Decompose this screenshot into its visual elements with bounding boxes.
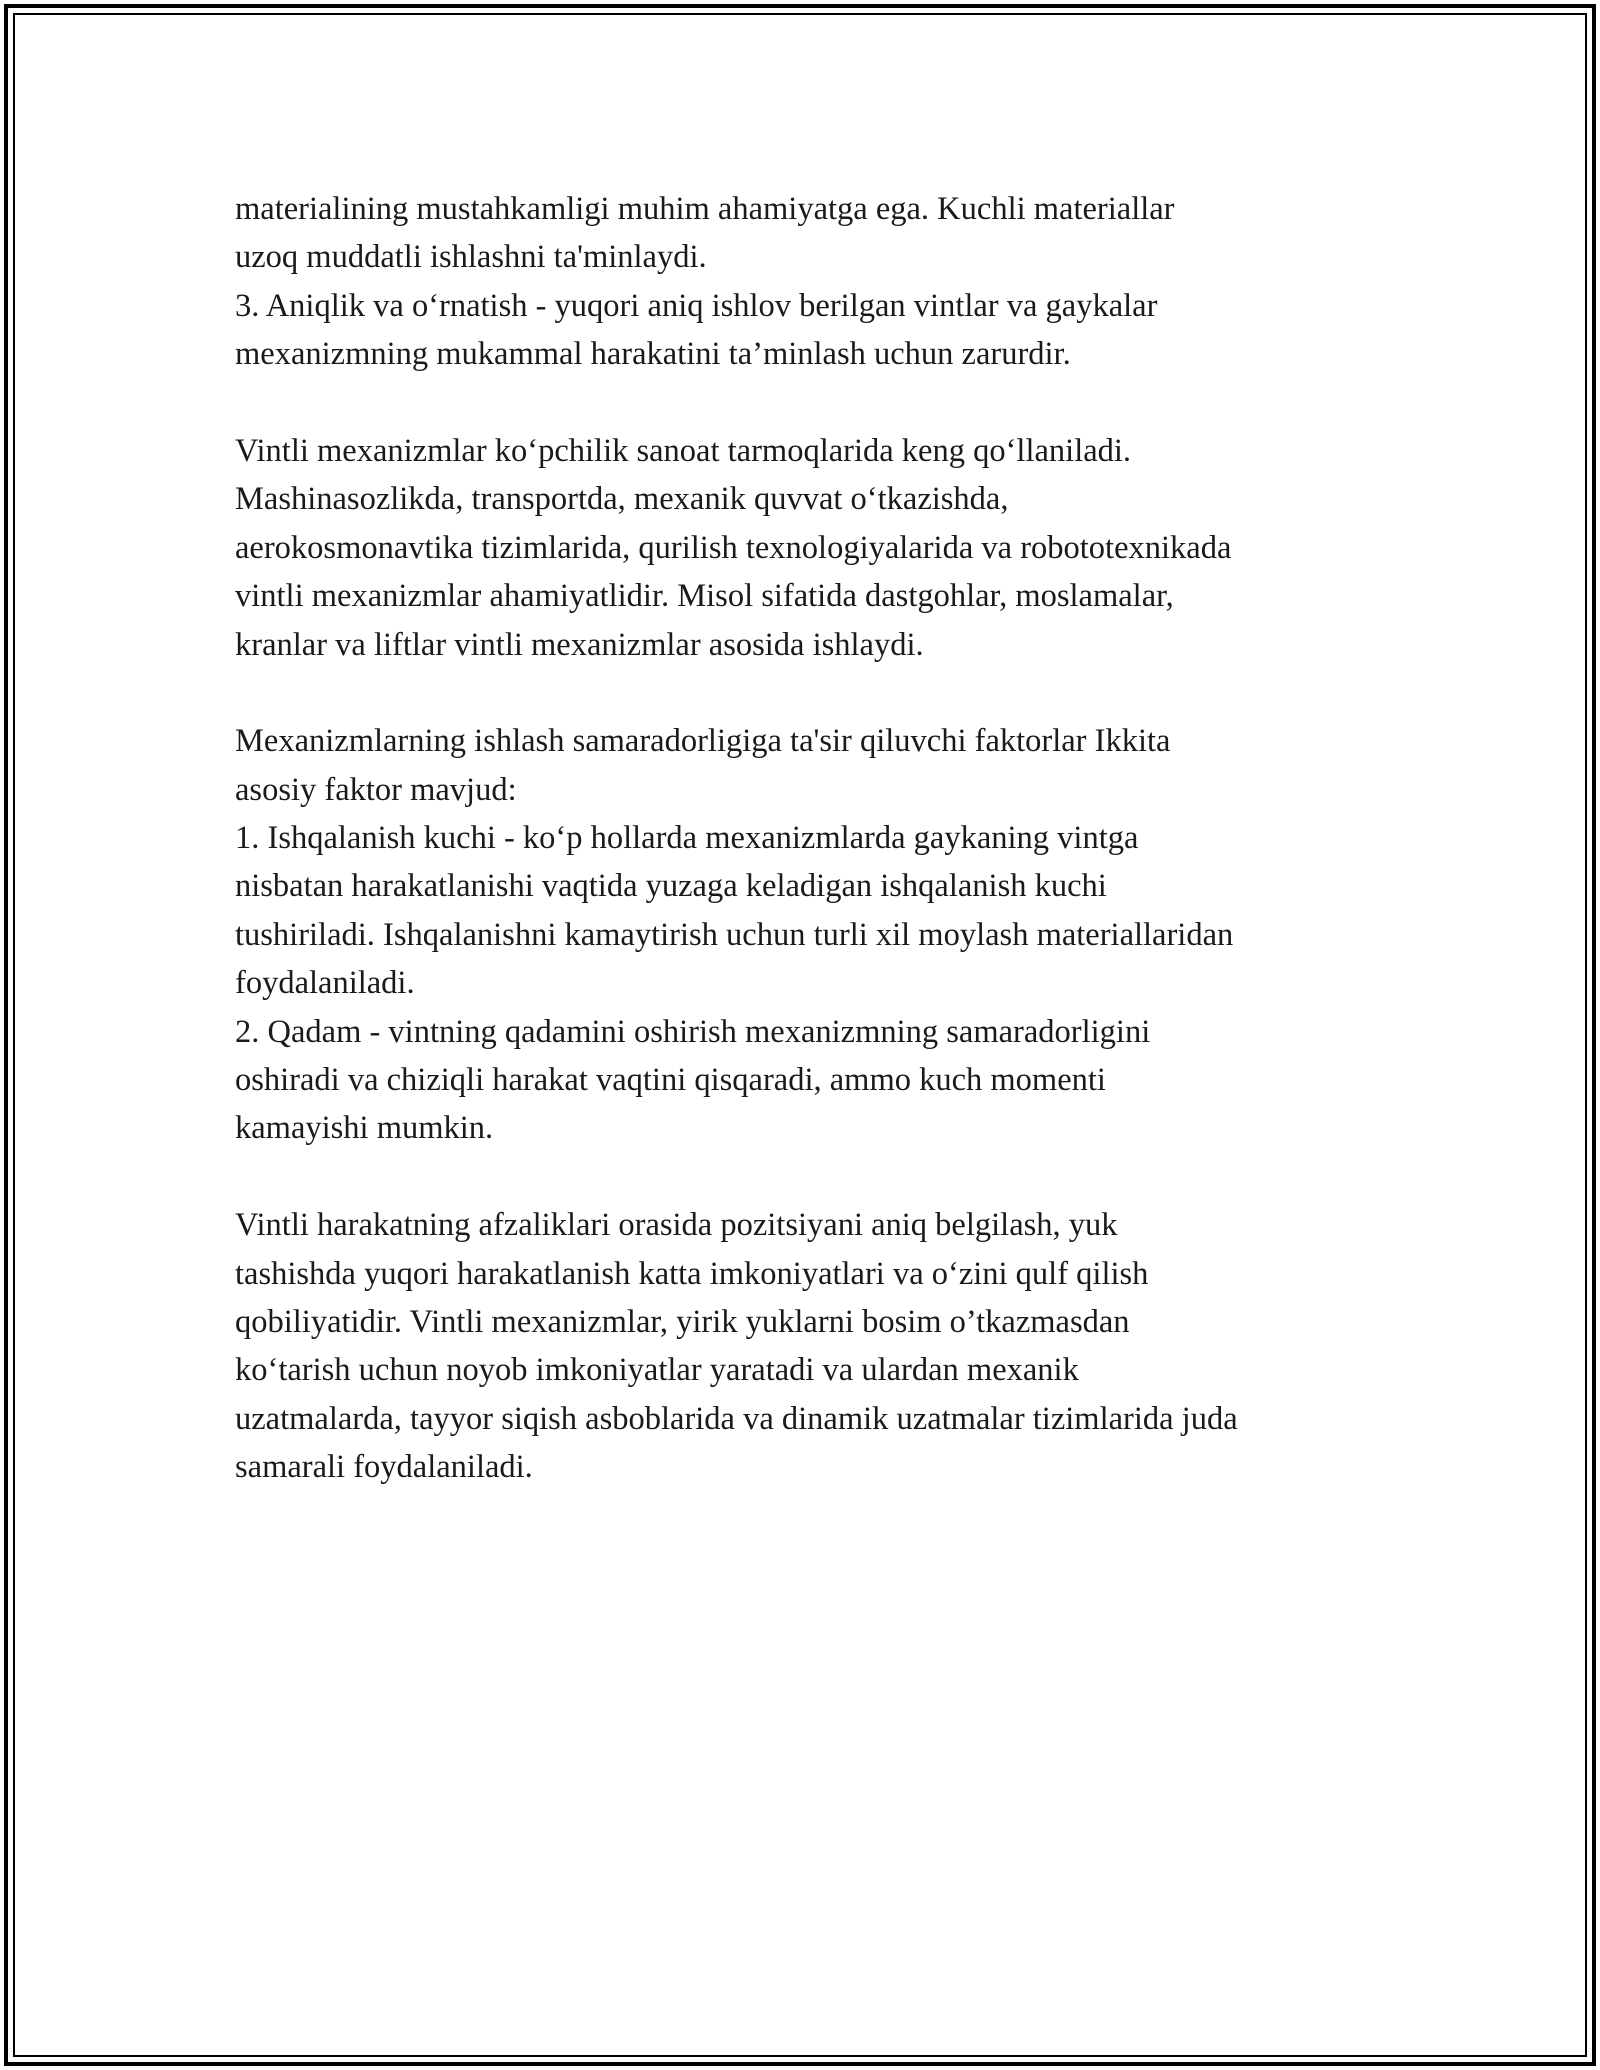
text-line: kranlar va liftlar vintli mexanizmlar asosida ishlaydi. <box>235 626 924 663</box>
text-line: Vintli harakatning afzaliklari orasida pozitsiyani aniq belgilash, yuk <box>235 1207 1118 1244</box>
text-line: nisbatan harakatlanishi vaqtida yuzaga keladigan ishqalanish kuchi <box>235 868 1107 905</box>
text-line: kamayishi mumkin. <box>235 1110 494 1147</box>
paragraph-materials-precision <box>235 185 1415 379</box>
text-line: vintli mexanizmlar ahamiyatlidir. Misol sifatida dastgohlar, moslamalar, <box>235 578 1174 615</box>
text-line: 1. Ishqalanish kuchi - ko‘p hollarda mexanizmlarda gaykaning vintga <box>235 820 1139 857</box>
text-line: Mexanizmlarning ishlash samaradorligiga ta'sir qiluvchi faktorlar Ikkita <box>235 723 1171 760</box>
text-line: samarali foydalaniladi. <box>235 1449 533 1486</box>
document-body <box>235 185 1415 1492</box>
text-line: tushiriladi. Ishqalanishni kamaytirish uchun turli xil moylash materiallaridan <box>235 916 1234 953</box>
paragraph-spacer <box>235 1153 1415 1201</box>
paragraph-applications <box>235 427 1415 669</box>
paragraph-advantages <box>235 1201 1415 1491</box>
text-line: 2. Qadam - vintning qadamini oshirish mexanizmning samaradorligini <box>235 1013 1151 1050</box>
text-line: Mashinasozlikda, transportda, mexanik quvvat o‘tkazishda, <box>235 481 1009 518</box>
text-line: Vintli mexanizmlar ko‘pchilik sanoat tarmoqlarida keng qo‘llaniladi. <box>235 432 1132 469</box>
paragraph-efficiency-factors <box>235 717 1415 1153</box>
text-line: asosiy faktor mavjud: <box>235 771 517 808</box>
text-line: mexanizmning mukammal harakatini ta’minlash uchun zarurdir. <box>235 336 1071 373</box>
text-line: ko‘tarish uchun noyob imkoniyatlar yaratadi va ulardan mexanik <box>235 1352 1079 1389</box>
paragraph-spacer <box>235 379 1415 427</box>
text-line: uzoq muddatli ishlashni ta'minlaydi. <box>235 239 707 276</box>
text-line: materialining mustahkamligi muhim ahamiyatga ega. Kuchli materiallar <box>235 191 1175 227</box>
paragraph-spacer <box>235 669 1415 717</box>
text-line: 3. Aniqlik va o‘rnatish - yuqori aniq ishlov berilgan vintlar va gaykalar <box>235 287 1158 324</box>
text-line: aerokosmonavtika tizimlarida, qurilish texnologiyalarida va robototexnikada <box>235 529 1232 566</box>
text-line: oshiradi va chiziqli harakat vaqtini qisqaradi, ammo kuch momenti <box>235 1062 1106 1099</box>
text-line: foydalaniladi. <box>235 965 415 1002</box>
text-line: qobiliyatidir. Vintli mexanizmlar, yirik yuklarni bosim o’tkazmasdan <box>235 1303 1130 1340</box>
text-line: tashishda yuqori harakatlanish katta imkoniyatlari va o‘zini qulf qilish <box>235 1255 1149 1292</box>
text-line: uzatmalarda, tayyor siqish asboblarida va dinamik uzatmalar tizimlarida juda <box>235 1400 1238 1437</box>
